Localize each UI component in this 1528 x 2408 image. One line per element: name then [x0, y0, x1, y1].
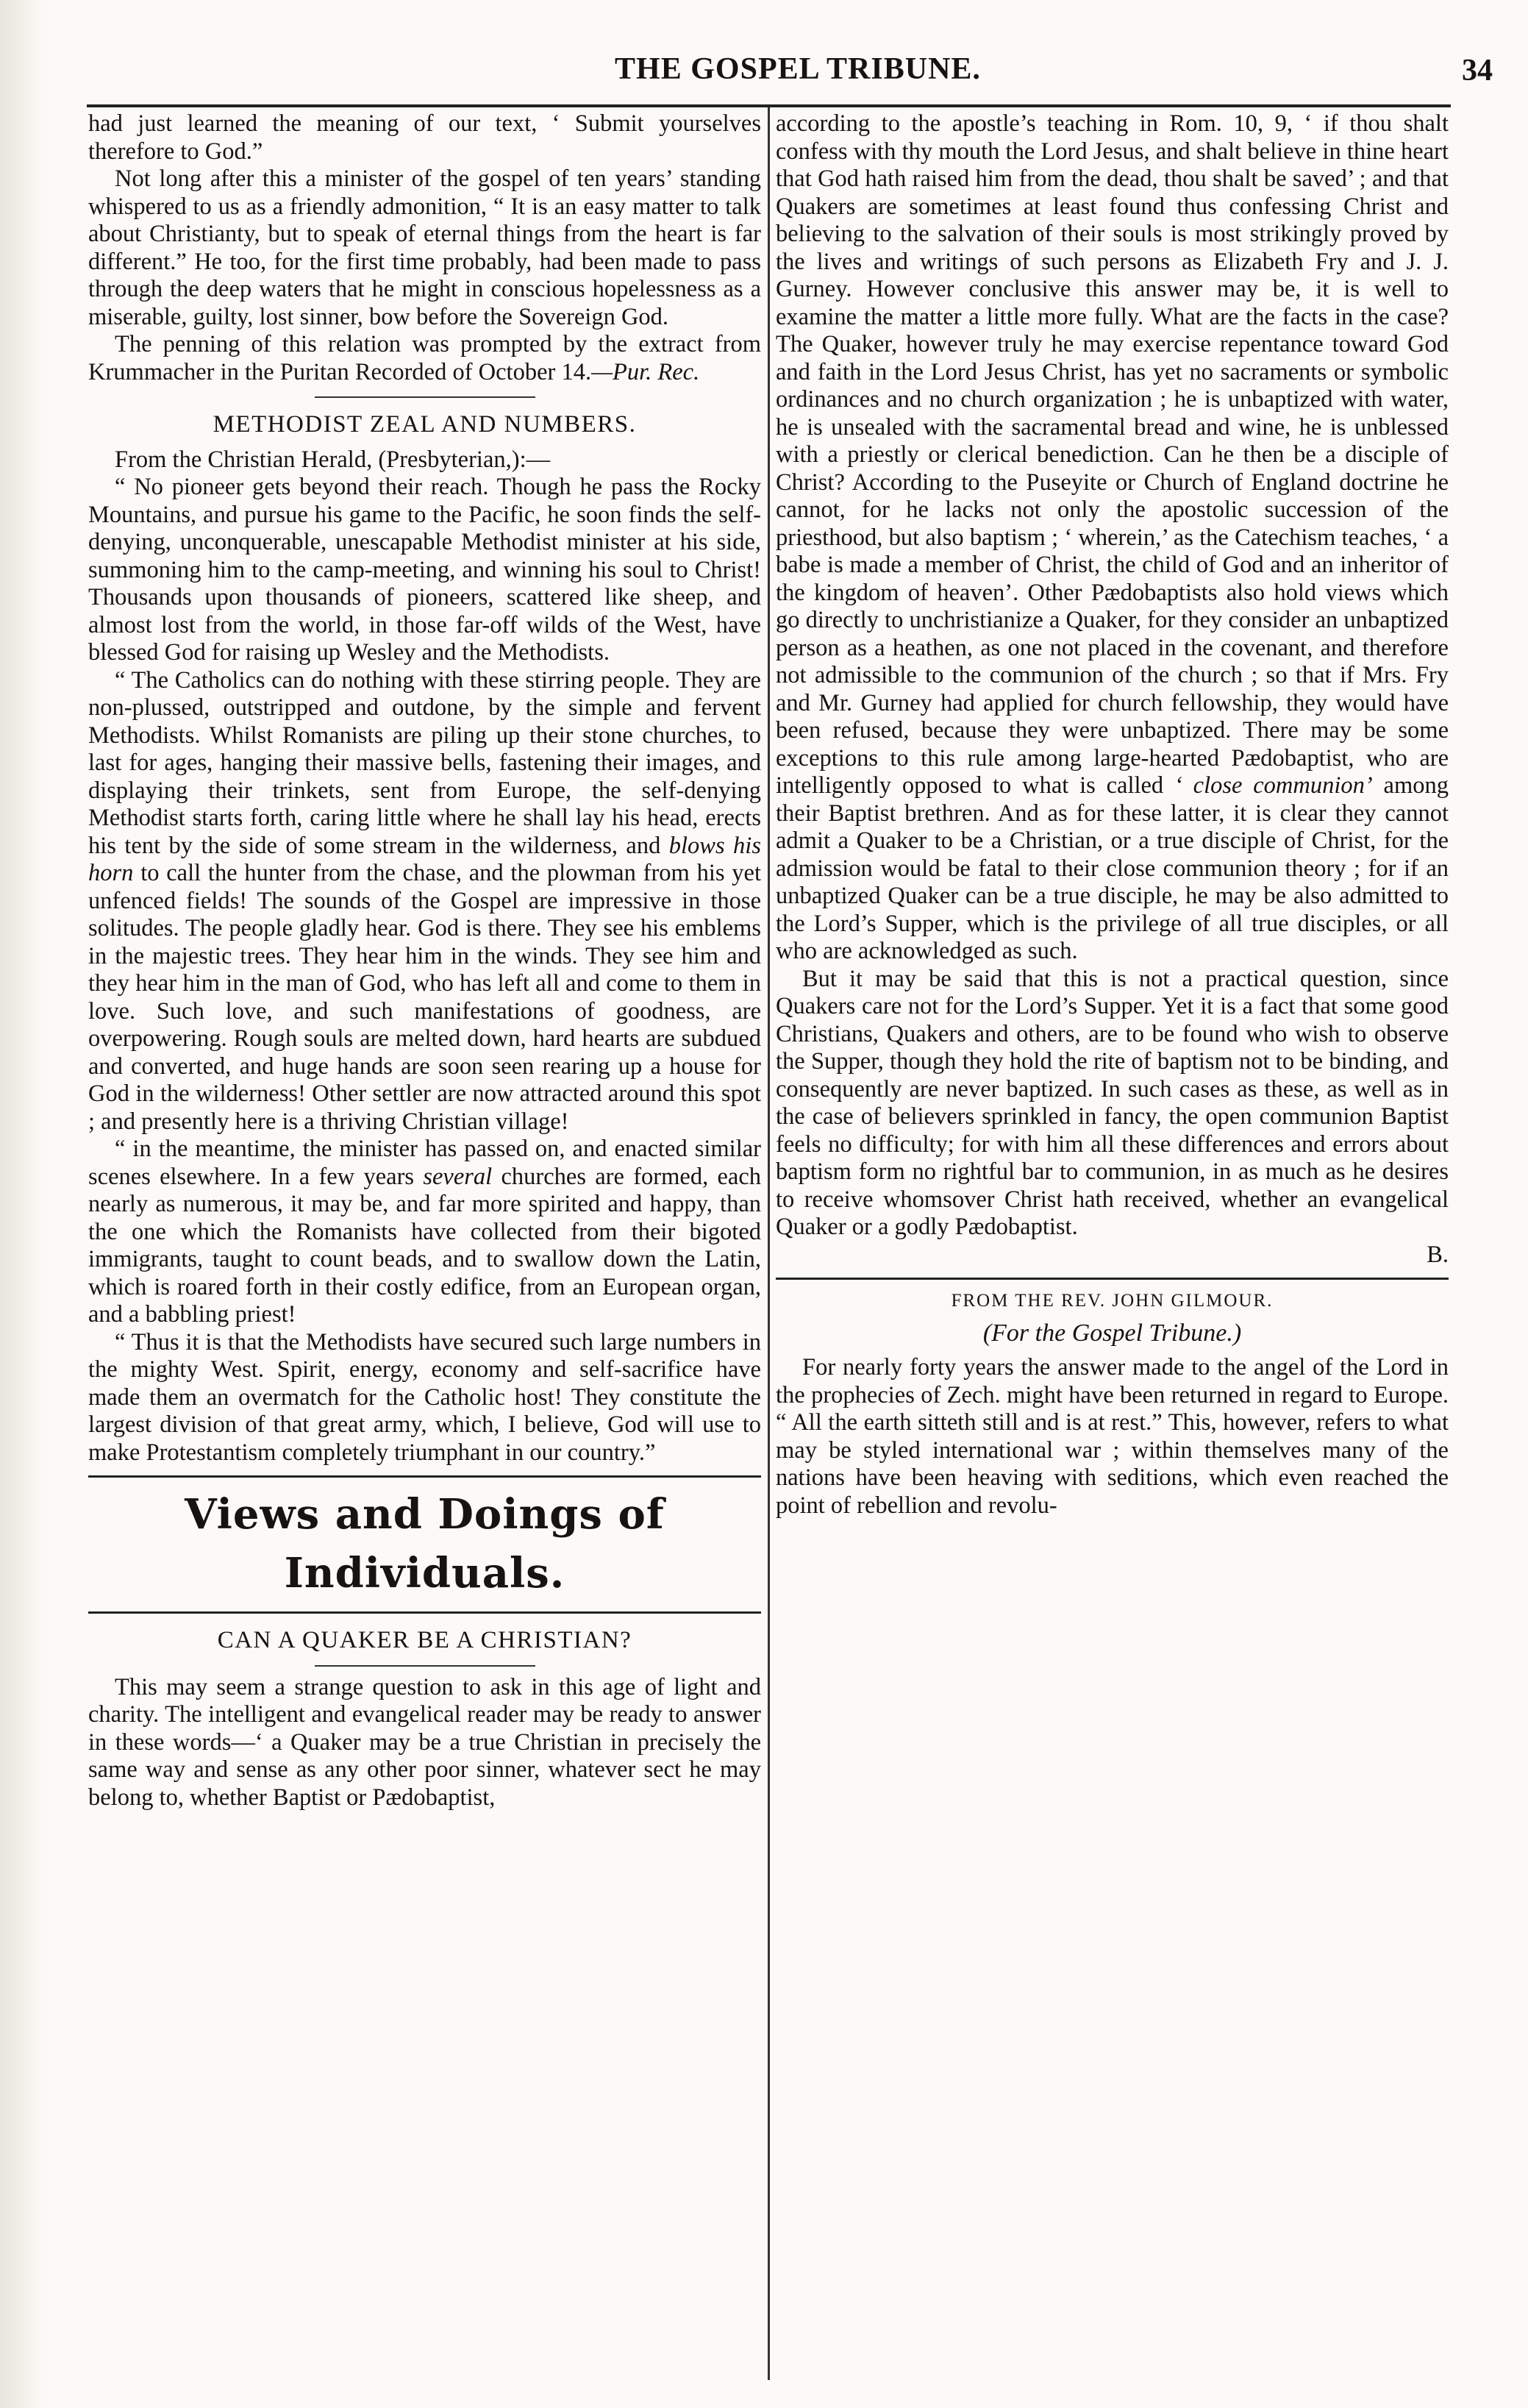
methodist-p4-a: “ in the meantime, the minister has passed on, and enacted similar scenes elsewhere. In a few years — [88, 1136, 761, 1190]
letter-from-head: FROM THE REV. JOHN GILMOUR. — [951, 1291, 1274, 1311]
letter-for-head: (For the Gospel Tribune.) — [982, 1319, 1242, 1347]
intro-paragraph-3-text: The penning of this relation was prompted by the extract from Krummacher in the Puritan Recorded of October 14. — [88, 331, 761, 385]
section-rule-bottom — [88, 1611, 761, 1614]
quaker-cont-emphasis: ‘ close communion’ — [1174, 772, 1373, 799]
methodist-paragraph-5: “ Thus it is that the Methodists have secured such large numbers in the mighty West. Spirit, energy, economy and self-sacrifice have made them an overmatch for the Catholic host! They constitute the largest division of that great army, which, I believe, God will use to make Protestantism completely triumphant in our country.” — [88, 1328, 761, 1466]
intro-paragraph-1: had just learned the meaning of our text, ‘ Submit yourselves therefore to God.” — [88, 110, 761, 165]
running-title: THE GOSPEL TRIBUNE. — [615, 52, 981, 86]
methodist-p3-emphasis: blows his horn — [88, 832, 761, 886]
intro-paragraph-3 — [88, 331, 761, 386]
left-column — [88, 110, 761, 1812]
page-number: 34 — [1462, 54, 1493, 88]
article-headline-methodist: METHODIST ZEAL AND NUMBERS. — [213, 411, 637, 438]
running-head — [81, 51, 1493, 96]
methodist-p3-b: to call the hunter from the chase, and the plowman from his yet unfenced fields! The sounds of the Gospel are impressive in those solitudes. The people gladly hear. God is there. They see his emblems in the majestic trees. They hear him in the winds. They see him and they hear him in the man of God, who has left all and come to them in love. Such love, and such manifestations of goodness, are overpowering. Rough souls are melted down, hard hearts are subdued and converted, and huge hands are soon seen rearing up a house for God in the wilderness! Other settler are now attracted around this spot ; and presently here is a thriving Christian village! — [88, 860, 761, 1135]
headline-underline — [315, 1665, 535, 1667]
quaker-paragraph-1: This may seem a strange question to ask in this age of light and charity. The intelligent and evangelical reader may be ready to answer in these words—‘ a Quaker may be a true Christian in precisely the same way and sense as any other poor sinner, whatever sect he may belong to, whether Baptist or Pædobaptist, — [88, 1673, 761, 1811]
article-headline-quaker: CAN A QUAKER BE A CHRISTIAN? — [217, 1627, 632, 1653]
intro-paragraph-2: Not long after this a minister of the gospel of ten years’ standing whispered to us as a friendly admonition, “ It is an easy matter to talk about Christianty, but to speak of eternal things from the heart is far different.” He too, for the first time probably, had been made to pass through the deep waters that he might in conscious hopelessness as a miserable, guilty, lost sinner, bow before the Sovereign God. — [88, 165, 761, 330]
methodist-paragraph-3 — [88, 667, 761, 1136]
methodist-p3-a: “ The Catholics can do nothing with these stirring people. They are non-plussed, outstripped and outdone, by the simple and fervent Methodists. Whilst Romanists are piling up their stone churches, to last for ages, hanging their massive bells, fastening their images, and displaying their trinkets, sent from Europe, the self-denying Methodist starts forth, caring little where he shall lay his head, erects his tent by the side of some stream in the wilderness, and — [88, 666, 761, 859]
scan-binding-edge — [0, 0, 43, 2408]
methodist-paragraph-4 — [88, 1136, 761, 1329]
column-rule — [768, 107, 770, 2380]
methodist-p4-emphasis: several — [423, 1163, 493, 1190]
intro-source: —Pur. Rec. — [591, 358, 700, 385]
gilmour-paragraph-1: For nearly forty years the answer made to the angel of the Lord in the prophecies of Zech. might have been returned in regard to Europe. “ All the earth sitteth still and is at rest.” This, however, refers to what may be styled international war ; within themselves many of the nations have been heaving with seditions, which even reached the point of rebellion and revolu- — [776, 1354, 1449, 1519]
section-title: Views and Doings of Individuals. — [185, 1490, 665, 1597]
quaker-cont-text: according to the apostle’s teaching in Rom. 10, 9, ‘ if thou shalt confess with thy mouth the Lord Jesus, and shalt believe in thine heart that God hath raised him from the dead, thou shalt be saved’ ; and that Quakers are sometimes at least found thus confessing Christ and believing to the salvation of their souls is most strikingly proved by the lives and writings of such persons as Elizabeth Fry and J. J. Gurney. However conclusive this answer may be, it is well to examine the matter a little more fully. What are the facts in the case? The Quaker, however truly he may exercise repentance toward God and faith in the Lord Jesus Christ, has yet no sacraments or symbolic ordinances and no church organization ; he is unbaptized with water, he is unsealed with the sacramental bread and wine, he is unblessed with a priestly or clerical benediction. Can he then be a disciple of Christ? According to the Puseyite or Church of England doctrine he cannot, for he lacks not only the apostolic succession of the priesthood, but also baptism ; ‘ wherein,’ as the Catechism teaches, ‘ a babe is made a member of Christ, the child of God and an inheritor of the kingdom of heaven’. Other Pædobaptists also hold views which go directly to unchristianize a Quaker, for they consider an unbaptized person as a heathen, as one not placed in the covenant, and therefore not admissible to the communion of the church ; so that if Mrs. Fry and Mr. Gurney had applied for church fellowship, they would have been refused, because they were unbaptized. There may be some exceptions to this rule among large-hearted Pædobaptist, who are intelligently opposed to what is called — [776, 110, 1449, 799]
methodist-paragraph-2: “ No pioneer gets beyond their reach. Though he pass the Rocky Mountains, and pursue his game to the Pacific, he soon finds the self-denying, unconquerable, unescapable Methodist minister at his side, summoning him to the camp-meeting, and winning his soul to Christ! Thousands upon thousands of pioneers, scattered like sheep, and almost lost from the world, in those far-off wilds of the West, have blessed God for raising up Wesley and the Methodists. — [88, 474, 761, 666]
quaker-cont-end: among their Baptist brethren. And as for these latter, it is clear they cannot admit a Quaker to be a Christian, or a true disciple of Christ, for the admission would be fatal to their close communion theory ; for if an unbaptized Quaker can be a true disciple, he may be also admitted to the Lord’s Supper, which is the privilege of all true disciples, or all who are acknowledged as such. — [776, 772, 1449, 964]
quaker-signature: B. — [1427, 1241, 1449, 1268]
section-rule-top — [88, 1475, 761, 1478]
methodist-paragraph-1: From the Christian Herald, (Presbyterian,):— — [115, 446, 551, 473]
right-column — [776, 110, 1449, 1520]
quaker-paragraph-1-continued — [776, 110, 1449, 966]
article-rule — [776, 1278, 1449, 1280]
methodist-p4-b: churches are formed, each nearly as numerous, it may be, and far more spirited and happy, than the one which the Romanists have collected from their bigoted immigrants, taught to count beads, and to swallow down the Latin, which is roared forth in their costly edifice, from an European organ, and a babbling priest! — [88, 1163, 761, 1328]
quaker-paragraph-2: But it may be said that this is not a practical question, since Quakers care not for the Lord’s Supper. Yet it is a fact that some good Christians, Quakers and others, are to be found who wish to observe the Supper, though they hold the rite of baptism not to be binding, and consequently are never baptized. In such cases as these, as well as in the case of believers sprinkled in fancy, the open communion Baptist feels no difficulty; for with him all these differences and errors about baptism form no rightful bar to communion, in as much as he desires to receive whomsover Christ hath received, whether an evangelical Quaker or a godly Pædobaptist. — [776, 965, 1449, 1240]
section-divider — [315, 396, 535, 398]
